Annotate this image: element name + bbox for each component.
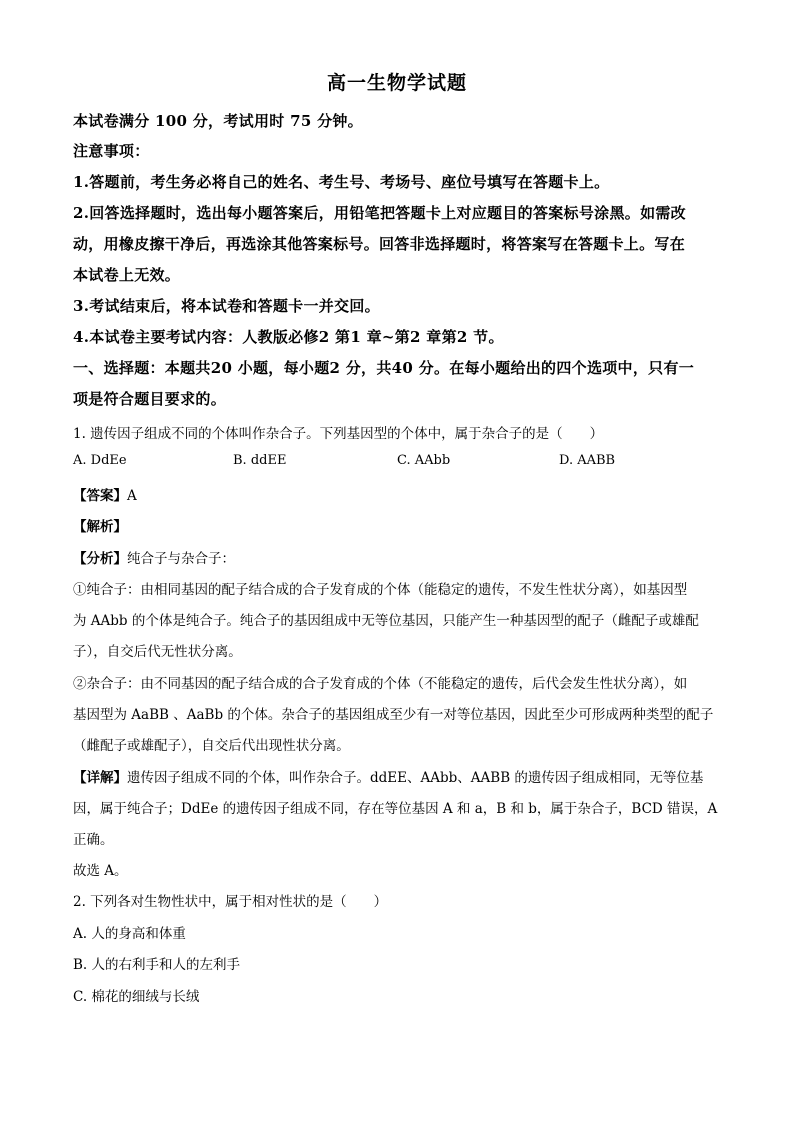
pure-line-para-1: ①纯合子：由相同基因的配子结合成的合子发育成的个体（能稳定的遗传，不发生性状分离），如基因型: [73, 582, 688, 598]
hybrid-para-3: （雌配子或雄配子），自交后代出现性状分离。: [73, 738, 350, 754]
question-2-option-b: B. 人的右利手和人的左利手: [73, 957, 241, 973]
question-2-option-c: C. 棉花的细绒与长绒: [73, 989, 200, 1005]
note-3: 3.考试结束后，将本试卷和答题卡一并交回。: [73, 297, 380, 315]
xiangjie-label: 【详解】: [73, 770, 127, 786]
detail-line-2: 因，属于纯合子；DdEe 的遗传因子组成不同，存在等位基因 A 和 a，B 和 b，属于杂合子，BCD 错误，A: [73, 801, 718, 817]
question-1-conclusion: 故选 A。: [73, 863, 128, 879]
answer-value: A: [127, 488, 137, 504]
page-title: 高一生物学试题: [326, 72, 467, 94]
question-2-stem: 2. 下列各对生物性状中，属于相对性状的是（ ）: [73, 894, 388, 910]
hybrid-para-2: 基因型为 AaBB 、AaBb 的个体。杂合子的基因组成至少有一对等位基因，因此至少可形成两种类型的配子: [73, 707, 714, 723]
note-1: 1.答题前，考生务必将自己的姓名、考生号、考场号、座位号填写在答题卡上。: [73, 173, 610, 191]
question-1-option-d: D. AABB: [559, 453, 616, 468]
detail-text-1: 遗传因子组成不同的个体，叫作杂合子。ddEE、AAbb、AABB 的遗传因子组成相同，无等位基: [127, 770, 704, 786]
pure-line-para-3: 子），自交后代无性状分离。: [73, 644, 242, 660]
fenxi-label: 【分析】: [73, 551, 127, 567]
question-1-option-b: B. ddEE: [233, 453, 287, 468]
notes-heading: 注意事项：: [73, 142, 150, 160]
question-1-option-c: C. AAbb: [397, 453, 451, 468]
answer-label: 【答案】: [73, 488, 127, 504]
note-2-line-3: 本试卷上无效。: [73, 266, 181, 284]
hybrid-para-1: ②杂合子：由不同基因的配子结合成的合子发育成的个体（不能稳定的遗传，后代会发生性状分离），如: [73, 676, 688, 692]
section-heading-line-1: 一、选择题：本题共20 小题，每小题2 分，共40 分。在每小题给出的四个选项中，只有一: [73, 359, 695, 377]
fenxi-text: 纯合子与杂合子：: [127, 551, 235, 567]
question-1-stem: 1. 遗传因子组成不同的个体叫作杂合子。下列基因型的个体中，属于杂合子的是（ ）: [73, 426, 604, 442]
exam-info: 本试卷满分 100 分，考试用时 75 分钟。: [73, 112, 363, 130]
question-2-option-a: A. 人的身高和体重: [73, 926, 186, 942]
note-4: 4.本试卷主要考试内容：人教版必修2 第1 章~第2 章第2 节。: [73, 328, 504, 346]
note-2-line-2: 动，用橡皮擦干净后，再选涂其他答案标号。回答非选择题时，将答案写在答题卡上。写在: [73, 235, 686, 253]
pure-line-para-2: 为 AAbb 的个体是纯合子。纯合子的基因组成中无等位基因，只能产生一种基因型的配子（雌配子或雄配: [73, 613, 699, 629]
question-1-analysis-label: [73, 515, 723, 535]
note-2-line-1: 2.回答选择题时，选出每小题答案后，用铅笔把答题卡上对应题目的答案标号涂黑。如需改: [73, 204, 686, 222]
detail-line-1: [73, 766, 723, 786]
question-1-fenxi: [73, 547, 723, 567]
question-1-answer: [73, 484, 723, 504]
question-1-option-a: A. DdEe: [73, 453, 127, 468]
analysis-label: 【解析】: [73, 519, 127, 535]
detail-line-3: 正确。: [73, 832, 114, 848]
section-heading-line-2: 项是符合题目要求的。: [73, 390, 227, 408]
